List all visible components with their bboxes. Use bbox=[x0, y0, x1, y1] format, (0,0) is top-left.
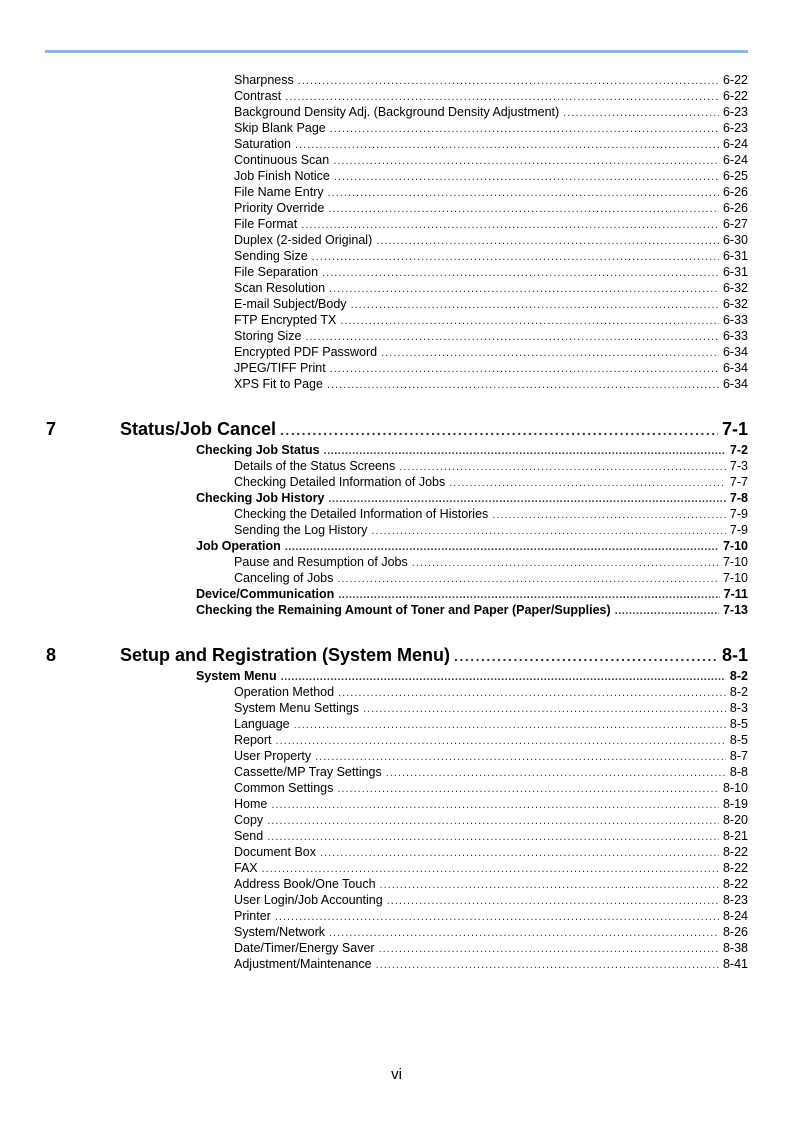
toc-entry-label: Common Settings bbox=[234, 781, 334, 795]
toc-entry-page: 8-1 bbox=[721, 645, 748, 665]
toc-entry-label: Priority Override bbox=[234, 201, 325, 215]
toc-entry-page: 7-7 bbox=[729, 475, 748, 489]
toc-entry-page: 6-31 bbox=[722, 249, 748, 263]
dot-leader bbox=[322, 265, 719, 280]
spacer bbox=[0, 392, 793, 416]
toc-entry-page: 6-24 bbox=[722, 137, 748, 151]
dot-leader bbox=[363, 701, 726, 716]
toc-subentry[interactable] bbox=[234, 360, 748, 376]
toc-entry-page: 8-10 bbox=[722, 781, 748, 795]
toc-subentry[interactable] bbox=[234, 184, 748, 200]
dot-leader bbox=[334, 169, 719, 184]
chapter-heading bbox=[0, 642, 793, 668]
dot-leader bbox=[337, 781, 719, 796]
toc-entry-page: 6-33 bbox=[722, 313, 748, 327]
toc-section-entry[interactable] bbox=[196, 586, 748, 602]
toc-entry-label: Cassette/MP Tray Settings bbox=[234, 765, 382, 779]
toc-entry-page: 7-8 bbox=[729, 491, 748, 505]
toc-entry-page: 7-1 bbox=[721, 419, 748, 439]
toc-subentry[interactable] bbox=[234, 892, 748, 908]
chapter-heading bbox=[0, 416, 793, 442]
toc-entry-page: 8-38 bbox=[722, 941, 748, 955]
toc-entry-label: Job Finish Notice bbox=[234, 169, 330, 183]
toc-subentry[interactable] bbox=[234, 700, 748, 716]
toc-subentry[interactable] bbox=[234, 120, 748, 136]
toc-subentry[interactable] bbox=[234, 956, 748, 972]
toc-entry-page: 6-34 bbox=[722, 361, 748, 375]
toc-entry-label: Duplex (2-sided Original) bbox=[234, 233, 373, 247]
dot-leader bbox=[376, 957, 719, 972]
dot-leader bbox=[271, 797, 719, 812]
toc-subentry[interactable] bbox=[234, 796, 748, 812]
toc-subentry[interactable] bbox=[234, 72, 748, 88]
dot-leader bbox=[340, 313, 719, 328]
toc-subentry[interactable] bbox=[234, 104, 748, 120]
toc-entry-label: File Format bbox=[234, 217, 298, 231]
chapter-number: 8 bbox=[46, 645, 57, 665]
toc-entry-page: 6-22 bbox=[722, 73, 748, 87]
toc-entry-page: 8-7 bbox=[729, 749, 748, 763]
toc-entry-label: Background Density Adj. (Background Density Adjustment) bbox=[234, 105, 560, 119]
toc-subentry[interactable] bbox=[234, 764, 748, 780]
toc-subentry[interactable] bbox=[234, 88, 748, 104]
toc-entry-page: 6-34 bbox=[722, 345, 748, 359]
toc-entry-page: 8-20 bbox=[722, 813, 748, 827]
toc-entry-page: 7-10 bbox=[722, 539, 748, 553]
toc-entry-label: System Menu Settings bbox=[234, 701, 360, 715]
toc-entry-label: Sending Size bbox=[234, 249, 308, 263]
toc-entry-page: 6-22 bbox=[722, 89, 748, 103]
toc-entry-label: Report bbox=[234, 733, 272, 747]
toc-subentry[interactable] bbox=[234, 570, 748, 586]
toc-subentry[interactable] bbox=[234, 232, 748, 248]
toc-entry-page: 7-10 bbox=[722, 555, 748, 569]
toc-entry-label: User Property bbox=[234, 749, 312, 763]
toc-subentry[interactable] bbox=[234, 506, 748, 522]
toc-entry-page: 6-26 bbox=[722, 201, 748, 215]
dot-leader bbox=[280, 417, 718, 442]
toc-subentry[interactable] bbox=[234, 732, 748, 748]
dot-leader bbox=[329, 281, 719, 296]
dot-leader bbox=[301, 217, 719, 232]
dot-leader bbox=[312, 249, 719, 264]
toc-section-entry[interactable] bbox=[196, 602, 748, 618]
toc-entry-label: System Menu bbox=[196, 669, 277, 683]
dot-leader bbox=[327, 377, 719, 392]
dot-leader bbox=[328, 185, 719, 200]
chapter-title-entry[interactable] bbox=[120, 416, 748, 442]
page-number: vi bbox=[391, 1066, 402, 1083]
toc-entry-label: Status/Job Cancel bbox=[120, 419, 277, 439]
toc-entry-label: System/Network bbox=[234, 925, 325, 939]
toc-entry-label: Checking Job History bbox=[196, 491, 325, 505]
toc-entry-page: 8-2 bbox=[729, 685, 748, 699]
toc-subentry[interactable] bbox=[234, 248, 748, 264]
toc-entry-label: Job Operation bbox=[196, 539, 281, 553]
toc-entry-label: Document Box bbox=[234, 845, 316, 859]
toc-entry-page: 6-25 bbox=[722, 169, 748, 183]
dot-leader bbox=[333, 153, 719, 168]
toc-entry-label: File Name Entry bbox=[234, 185, 324, 199]
toc-subentry[interactable] bbox=[234, 684, 748, 700]
toc-entry-label: Checking Detailed Information of Jobs bbox=[234, 475, 446, 489]
toc-entry-page: 7-11 bbox=[723, 587, 748, 601]
toc-section-entry[interactable] bbox=[196, 490, 748, 506]
toc-entry-page: 6-34 bbox=[722, 377, 748, 391]
toc-entry-label: Canceling of Jobs bbox=[234, 571, 334, 585]
toc-entry-label: Sharpness bbox=[234, 73, 294, 87]
dot-leader bbox=[320, 845, 719, 860]
dot-leader bbox=[285, 539, 719, 554]
chapter-number: 7 bbox=[46, 419, 57, 439]
toc-entry-label: XPS Fit to Page bbox=[234, 377, 323, 391]
dot-leader bbox=[376, 233, 719, 248]
toc-subentry[interactable] bbox=[234, 554, 748, 570]
dot-leader bbox=[281, 669, 726, 684]
toc-subentry[interactable] bbox=[234, 716, 748, 732]
table-of-contents bbox=[0, 72, 793, 972]
dot-leader bbox=[449, 475, 726, 490]
toc-section-entry[interactable] bbox=[196, 668, 748, 684]
toc-entry-page: 8-23 bbox=[722, 893, 748, 907]
toc-entry-page: 6-23 bbox=[722, 105, 748, 119]
toc-subentry[interactable] bbox=[234, 344, 748, 360]
toc-entry-label: Skip Blank Page bbox=[234, 121, 326, 135]
toc-entry-label: Date/Timer/Energy Saver bbox=[234, 941, 375, 955]
toc-entry-page: 8-5 bbox=[729, 733, 748, 747]
toc-section-entry[interactable] bbox=[196, 538, 748, 554]
toc-entry-label: Address Book/One Touch bbox=[234, 877, 376, 891]
dot-leader bbox=[328, 201, 719, 216]
toc-entry-label: Home bbox=[234, 797, 268, 811]
toc-subentry[interactable] bbox=[234, 908, 748, 924]
toc-entry-label: File Separation bbox=[234, 265, 319, 279]
dot-leader bbox=[399, 459, 726, 474]
toc-entry-page: 8-8 bbox=[729, 765, 748, 779]
toc-entry-label: Continuous Scan bbox=[234, 153, 330, 167]
dot-leader bbox=[267, 829, 719, 844]
toc-entry-page: 7-9 bbox=[729, 523, 748, 537]
dot-leader bbox=[371, 523, 726, 538]
toc-entry-page: 8-22 bbox=[722, 861, 748, 875]
toc-subentry[interactable] bbox=[234, 216, 748, 232]
toc-subentry[interactable] bbox=[234, 458, 748, 474]
toc-entry-page: 6-32 bbox=[722, 281, 748, 295]
toc-entry-label: Checking Job Status bbox=[196, 443, 320, 457]
toc-entry-label: Copy bbox=[234, 813, 264, 827]
toc-entry-page: 7-10 bbox=[722, 571, 748, 585]
toc-entry-label: Encrypted PDF Password bbox=[234, 345, 378, 359]
toc-entry-label: Pause and Resumption of Jobs bbox=[234, 555, 408, 569]
toc-entry-label: Language bbox=[234, 717, 290, 731]
toc-entry-label: Contrast bbox=[234, 89, 282, 103]
toc-entry-page: 8-26 bbox=[722, 925, 748, 939]
dot-leader bbox=[295, 137, 719, 152]
toc-entry-page: 8-22 bbox=[722, 877, 748, 891]
dot-leader bbox=[492, 507, 726, 522]
toc-section-entry[interactable] bbox=[196, 442, 748, 458]
dot-leader bbox=[330, 361, 719, 376]
toc-entry-label: Send bbox=[234, 829, 264, 843]
dot-leader bbox=[379, 941, 719, 956]
toc-entry-label: Checking the Remaining Amount of Toner and Paper (Paper/Supplies) bbox=[196, 603, 611, 617]
spacer bbox=[0, 618, 793, 642]
chapter-title-entry[interactable] bbox=[120, 642, 748, 668]
dot-leader bbox=[351, 297, 719, 312]
toc-entry-label: FAX bbox=[234, 861, 258, 875]
toc-entry-page: 7-3 bbox=[729, 459, 748, 473]
toc-subentry[interactable] bbox=[234, 376, 748, 392]
dot-leader bbox=[275, 909, 719, 924]
toc-subentry[interactable] bbox=[234, 280, 748, 296]
toc-entry-label: FTP Encrypted TX bbox=[234, 313, 337, 327]
toc-entry-page: 6-26 bbox=[722, 185, 748, 199]
toc-entry-label: Sending the Log History bbox=[234, 523, 368, 537]
toc-entry-label: Device/Communication bbox=[196, 587, 335, 601]
dot-leader bbox=[298, 73, 719, 88]
dot-leader bbox=[412, 555, 719, 570]
toc-entry-label: Setup and Registration (System Menu) bbox=[120, 645, 451, 665]
dot-leader bbox=[337, 571, 719, 586]
toc-subentry[interactable] bbox=[234, 296, 748, 312]
toc-subentry[interactable] bbox=[234, 844, 748, 860]
toc-entry-page: 6-32 bbox=[722, 297, 748, 311]
toc-entry-page: 6-23 bbox=[722, 121, 748, 135]
toc-entry-label: Operation Method bbox=[234, 685, 335, 699]
dot-leader bbox=[381, 345, 719, 360]
dot-leader bbox=[324, 443, 726, 458]
dot-leader bbox=[454, 643, 718, 668]
toc-entry-label: User Login/Job Accounting bbox=[234, 893, 383, 907]
dot-leader bbox=[338, 685, 726, 700]
toc-entry-page: 7-9 bbox=[729, 507, 748, 521]
toc-subentry[interactable] bbox=[234, 168, 748, 184]
toc-entry-page: 8-3 bbox=[729, 701, 748, 715]
toc-subentry[interactable] bbox=[234, 328, 748, 344]
dot-leader bbox=[338, 587, 719, 602]
dot-leader bbox=[330, 121, 719, 136]
toc-entry-page: 8-21 bbox=[722, 829, 748, 843]
dot-leader bbox=[267, 813, 719, 828]
toc-entry-label: E-mail Subject/Body bbox=[234, 297, 347, 311]
toc-subentry[interactable] bbox=[234, 828, 748, 844]
dot-leader bbox=[262, 861, 719, 876]
toc-entry-label: Saturation bbox=[234, 137, 291, 151]
dot-leader bbox=[615, 603, 719, 618]
toc-entry-label: Storing Size bbox=[234, 329, 302, 343]
toc-entry-page: 8-41 bbox=[722, 957, 748, 971]
toc-entry-page: 6-31 bbox=[722, 265, 748, 279]
toc-subentry[interactable] bbox=[234, 812, 748, 828]
dot-leader bbox=[329, 491, 726, 506]
dot-leader bbox=[386, 765, 726, 780]
toc-entry-page: 8-2 bbox=[729, 669, 748, 683]
dot-leader bbox=[285, 89, 719, 104]
toc-subentry[interactable] bbox=[234, 860, 748, 876]
toc-entry-label: JPEG/TIFF Print bbox=[234, 361, 326, 375]
dot-leader bbox=[563, 105, 719, 120]
toc-entry-page: 6-24 bbox=[722, 153, 748, 167]
toc-subentry[interactable] bbox=[234, 924, 748, 940]
toc-subentry[interactable] bbox=[234, 748, 748, 764]
dot-leader bbox=[305, 329, 719, 344]
toc-subentry[interactable] bbox=[234, 474, 748, 490]
dot-leader bbox=[294, 717, 726, 732]
toc-subentry[interactable] bbox=[234, 780, 748, 796]
toc-subentry[interactable] bbox=[234, 136, 748, 152]
toc-entry-label: Scan Resolution bbox=[234, 281, 326, 295]
toc-entry-page: 6-27 bbox=[722, 217, 748, 231]
toc-entry-label: Adjustment/Maintenance bbox=[234, 957, 372, 971]
toc-entry-page: 8-24 bbox=[722, 909, 748, 923]
toc-entry-page: 6-30 bbox=[722, 233, 748, 247]
toc-entry-label: Details of the Status Screens bbox=[234, 459, 396, 473]
toc-subentry[interactable] bbox=[234, 522, 748, 538]
toc-entry-page: 8-19 bbox=[722, 797, 748, 811]
toc-entry-page: 7-13 bbox=[722, 603, 748, 617]
dot-leader bbox=[387, 893, 719, 908]
dot-leader bbox=[380, 877, 719, 892]
toc-entry-label: Checking the Detailed Information of Histories bbox=[234, 507, 489, 521]
toc-subentry[interactable] bbox=[234, 312, 748, 328]
toc-subentry[interactable] bbox=[234, 940, 748, 956]
dot-leader bbox=[276, 733, 726, 748]
dot-leader bbox=[315, 749, 726, 764]
toc-subentry[interactable] bbox=[234, 200, 748, 216]
header-rule bbox=[45, 50, 748, 53]
toc-entry-page: 6-33 bbox=[722, 329, 748, 343]
toc-entry-label: Printer bbox=[234, 909, 271, 923]
toc-entry-page: 7-2 bbox=[729, 443, 748, 457]
toc-subentry[interactable] bbox=[234, 876, 748, 892]
dot-leader bbox=[329, 925, 719, 940]
toc-entry-page: 8-22 bbox=[722, 845, 748, 859]
toc-entry-page: 8-5 bbox=[729, 717, 748, 731]
toc-subentry[interactable] bbox=[234, 152, 748, 168]
toc-subentry[interactable] bbox=[234, 264, 748, 280]
